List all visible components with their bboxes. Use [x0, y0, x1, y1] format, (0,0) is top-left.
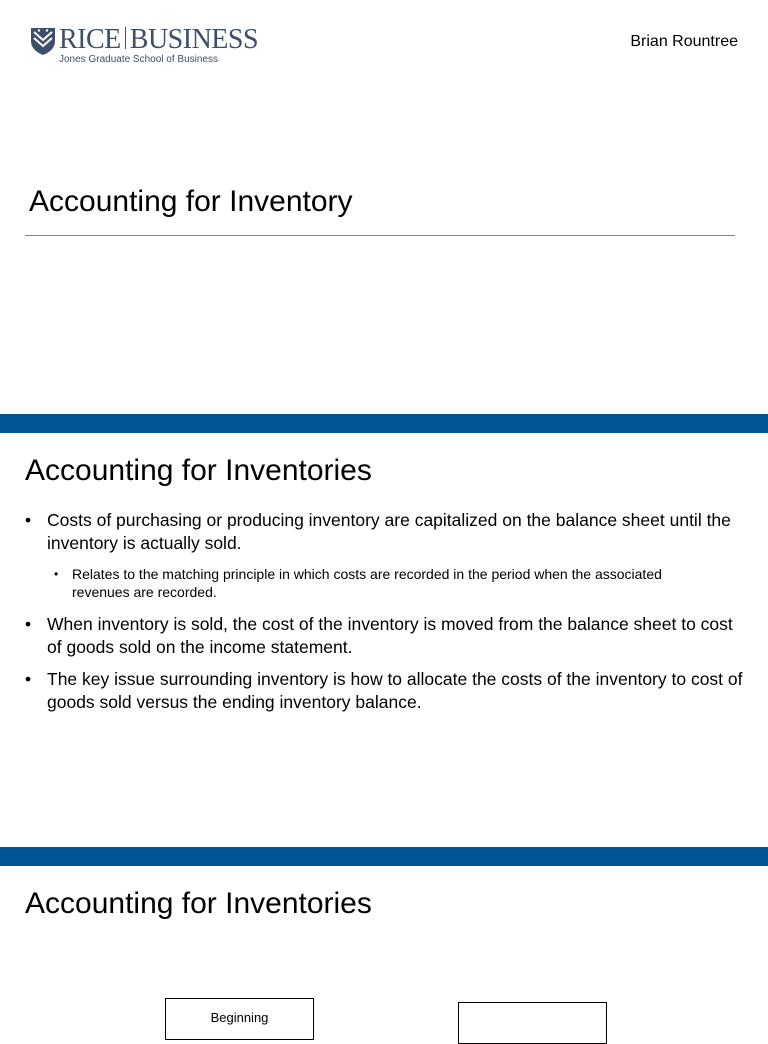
- diagram-box-label: Beginning: [210, 1010, 269, 1025]
- slide-separator-band: [0, 414, 768, 433]
- bullet-text: Costs of purchasing or producing inventory are capitalized on the balance sheet until the inventory is actually sold.: [47, 510, 731, 553]
- slide2-title: Accounting for Inventories: [25, 454, 372, 487]
- title-divider: [25, 235, 735, 236]
- slide3-title: Accounting for Inventories: [25, 887, 372, 920]
- bullet-text: When inventory is sold, the cost of the inventory is moved from the balance sheet to cost of goods sold on the income statement.: [47, 614, 733, 657]
- slide-separator-band: [0, 847, 768, 866]
- logo-separator: [125, 27, 126, 49]
- bullet-text: The key issue surrounding inventory is how to allocate the costs of the inventory to cost of goods sold versus the ending inventory balance.: [47, 669, 743, 712]
- diagram-box-beginning: [165, 998, 314, 1040]
- logo-wordmark-business: BUSINESS: [129, 24, 259, 55]
- bullet-dot: •: [25, 614, 32, 634]
- sub-bullet-dot: •: [54, 567, 59, 581]
- author-name: Brian Rountree: [630, 33, 738, 50]
- bullet-dot: •: [25, 510, 32, 530]
- rice-shield-icon: [30, 26, 56, 56]
- slide1-title: Accounting for Inventory: [29, 185, 353, 218]
- rice-business-logo: [30, 24, 259, 68]
- diagram-box-right: [458, 1002, 607, 1044]
- logo-wordmark-rice: RICE: [59, 24, 121, 55]
- sub-bullet-text: Relates to the matching principle in which costs are recorded in the period when the associated revenues are recorded.: [72, 566, 662, 600]
- bullet-dot: •: [25, 669, 32, 689]
- logo-subtitle: Jones Graduate School of Business: [59, 54, 218, 65]
- logo-wordmark: [59, 24, 258, 56]
